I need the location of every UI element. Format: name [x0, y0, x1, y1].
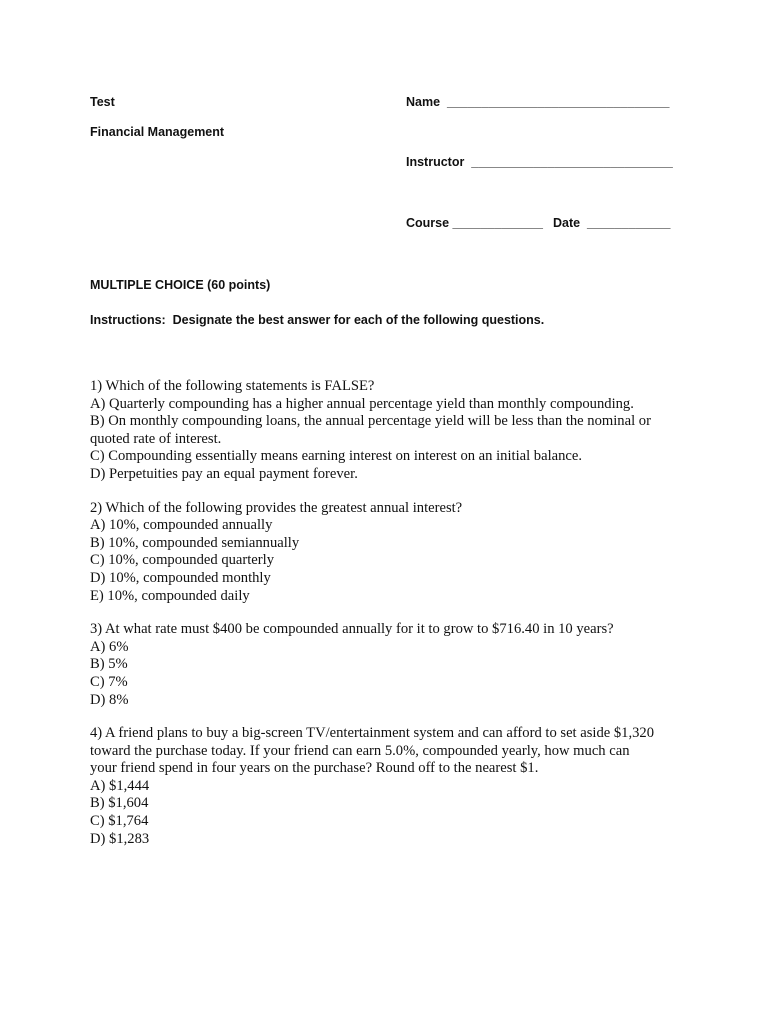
option-b: B) 5%	[90, 656, 128, 673]
option-d: D) $1,283	[90, 830, 150, 847]
option-b-continued: quoted rate of interest.	[90, 430, 222, 447]
question-4	[90, 725, 690, 848]
question-1	[90, 378, 690, 484]
option-b: B) On monthly compounding loans, the annual percentage yield will be less than the nominal or	[90, 413, 651, 430]
question-text: 4) A friend plans to buy a big-screen TV/entertainment system and can afford to set aside $1,320	[90, 725, 655, 742]
option-a: A) $1,444	[90, 777, 150, 794]
instructor-field: Instructor _____________________________	[406, 155, 673, 169]
question-text-line-3: your friend spend in four years on the purchase? Round off to the nearest $1.	[90, 760, 539, 777]
question-list	[90, 378, 690, 864]
option-c: C) $1,764	[90, 813, 149, 830]
option-a: A) Quarterly compounding has a higher annual percentage yield than monthly compounding.	[90, 395, 634, 412]
name-field: Name ________________________________	[406, 95, 670, 109]
question-3	[90, 621, 690, 709]
option-b: B) $1,604	[90, 795, 149, 812]
option-c: C) 7%	[90, 673, 128, 690]
section-title: MULTIPLE CHOICE (60 points)	[90, 278, 271, 292]
question-text: 2) Which of the following provides the greatest annual interest?	[90, 499, 463, 516]
test-label: Test	[90, 95, 115, 109]
option-e: E) 10%, compounded daily	[90, 587, 250, 604]
option-c: C) Compounding essentially means earning interest on interest on an initial balance.	[90, 448, 583, 465]
instructions: Instructions: Designate the best answer for each of the following questions.	[90, 313, 545, 327]
question-text: 3) At what rate must $400 be compounded annually for it to grow to $716.40 in 10 years?	[90, 621, 614, 638]
option-a: A) 10%, compounded annually	[90, 517, 273, 534]
question-2	[90, 500, 690, 606]
subject-title: Financial Management	[90, 125, 225, 139]
question-text-line-2: toward the purchase today. If your friend can earn 5.0%, compounded yearly, how much can	[90, 742, 630, 759]
option-a: A) 6%	[90, 638, 129, 655]
question-text: 1) Which of the following statements is FALSE?	[90, 378, 375, 394]
option-b: B) 10%, compounded semiannually	[90, 534, 300, 551]
course-field: Course _____________	[406, 216, 543, 230]
option-d: D) 10%, compounded monthly	[90, 569, 271, 586]
option-d: D) 8%	[90, 691, 129, 708]
option-d: D) Perpetuities pay an equal payment forever.	[90, 465, 358, 482]
option-c: C) 10%, compounded quarterly	[90, 552, 274, 569]
date-field: Date ____________	[553, 216, 671, 230]
